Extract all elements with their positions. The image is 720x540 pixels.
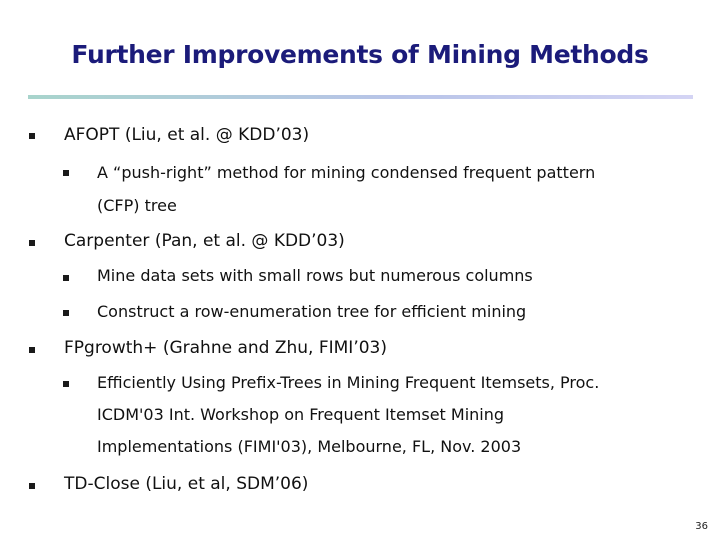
subitem-line: Implementations (FIMI'03), Melbourne, FL, Nov. 2003 — [97, 437, 522, 456]
bullet-icon — [29, 240, 35, 246]
bullet-item-fpgrowth: FPgrowth+ (Grahne and Zhu, FIMI’03) — [64, 338, 387, 358]
page-number: 36 — [695, 521, 708, 532]
subitem-line: Construct a row-enumeration tree for efficient mining — [97, 302, 527, 321]
bullet-icon — [29, 483, 35, 489]
subitem-line: (CFP) tree — [97, 196, 177, 215]
subitem-line: ICDM'03 Int. Workshop on Frequent Itemset Mining — [97, 405, 505, 424]
bullet-icon — [29, 133, 35, 139]
title-divider — [28, 95, 693, 99]
bullet-icon — [63, 381, 69, 387]
bullet-item-tdclose: TD-Close (Liu, et al, SDM’06) — [64, 474, 309, 494]
bullet-item-carpenter: Carpenter (Pan, et al. @ KDD’03) — [64, 231, 345, 251]
subitem-line: Mine data sets with small rows but numerous columns — [97, 266, 533, 285]
bullet-icon — [63, 170, 69, 176]
slide-title: Further Improvements of Mining Methods — [71, 40, 649, 69]
subitem-line: Efficiently Using Prefix-Trees in Mining Frequent Itemsets, Proc. — [97, 373, 600, 392]
bullet-icon — [63, 275, 69, 281]
subitem-line: A “push-right” method for mining condensed frequent pattern — [97, 163, 596, 182]
bullet-icon — [29, 347, 35, 353]
bullet-icon — [63, 310, 69, 316]
bullet-item-afopt: AFOPT (Liu, et al. @ KDD’03) — [64, 125, 310, 145]
